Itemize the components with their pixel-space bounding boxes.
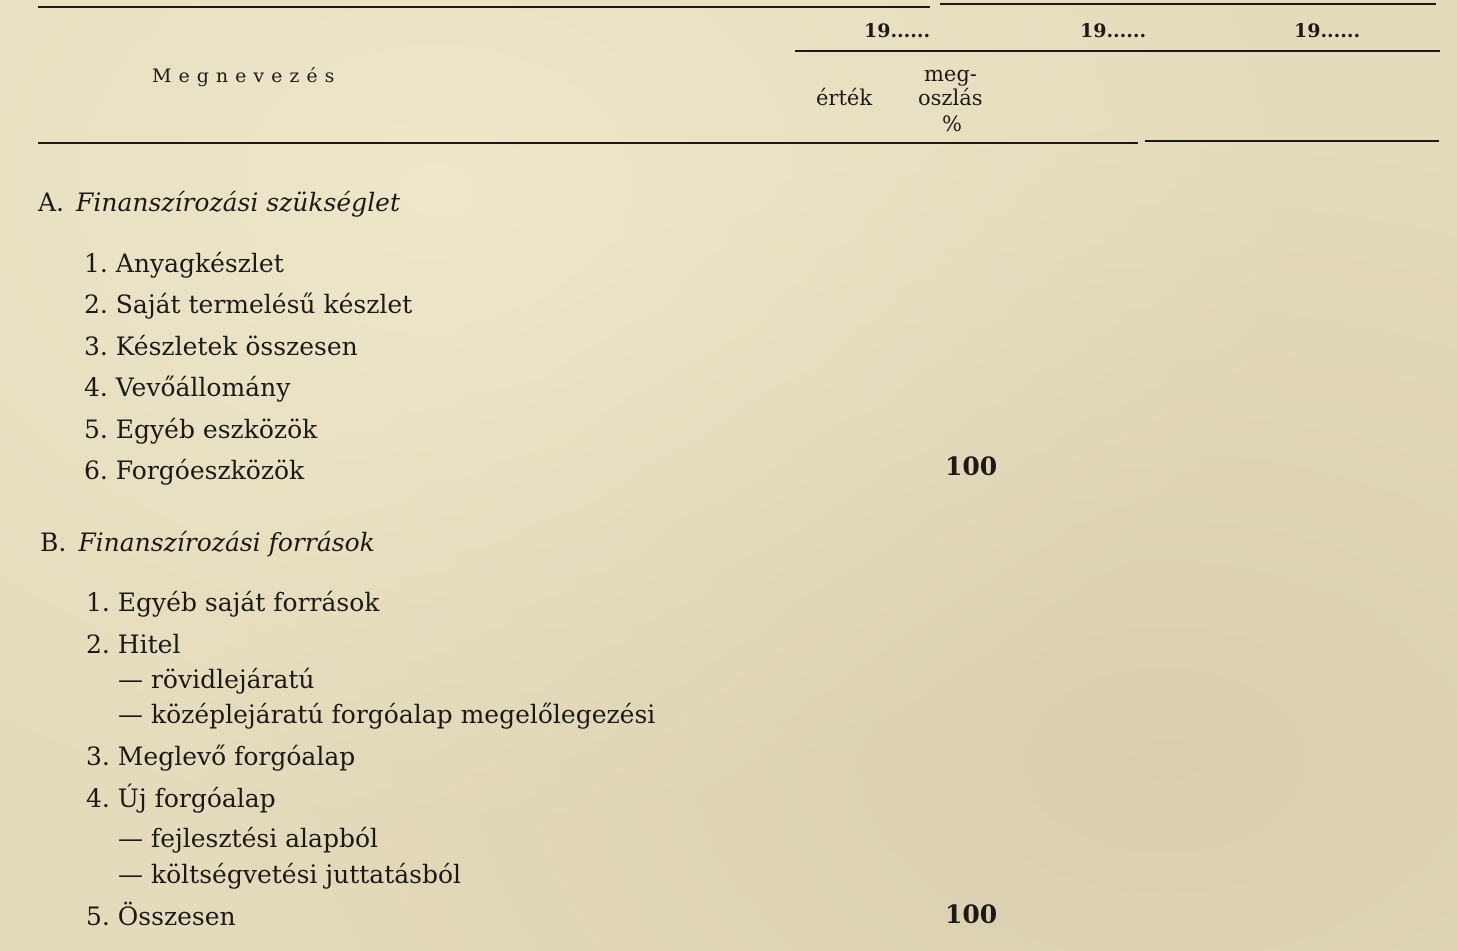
year-header-3: 19...... (1294, 20, 1361, 42)
section-a-item-2: 2. Saját termelésű készlet (84, 290, 413, 319)
section-b-title: Finanszírozási források (78, 528, 375, 557)
section-a-title: Finanszírozási szükséglet (76, 188, 401, 217)
section-a-item-4: 4. Vevőállomány (84, 373, 291, 402)
section-b-subitem-4a: — fejlesztési alapból (118, 824, 379, 853)
section-a-heading (38, 188, 400, 218)
header-bottom-rule-2 (1145, 140, 1439, 142)
year-header-2: 19...... (1080, 20, 1147, 42)
header-bottom-rule-1 (38, 142, 1138, 144)
name-column-header: Megnevezés (152, 65, 342, 87)
year-header-1: 19...... (864, 20, 931, 42)
section-a-item-3: 3. Készletek összesen (84, 332, 358, 361)
section-b-subitem-2a: — rövidlejáratú (118, 665, 315, 694)
share-column-header-line2: oszlás (918, 86, 983, 110)
share-column-header-line3: % (942, 112, 962, 136)
section-b-item-2: 2. Hitel (86, 630, 181, 659)
section-a-letter: A. (38, 188, 65, 217)
section-b-heading (40, 528, 375, 558)
year-subheader-rule (795, 50, 1440, 52)
section-b-subitem-4b: — költségvetési juttatásból (118, 860, 462, 889)
section-b-item-5: 5. Összesen (86, 902, 236, 931)
section-a-total-share: 100 (945, 452, 998, 481)
top-rule-left (38, 6, 930, 8)
share-column-header-line1: meg- (924, 62, 977, 86)
section-a-item-5: 5. Egyéb eszközök (84, 415, 318, 444)
section-b-item-4: 4. Új forgóalap (86, 784, 276, 813)
section-a-item-6: 6. Forgóeszközök (84, 456, 305, 485)
section-b-item-3: 3. Meglevő forgóalap (86, 742, 356, 771)
section-b-subitem-2b: — középlejáratú forgóalap megelőlegezési (118, 700, 656, 729)
top-rule-right (940, 3, 1436, 5)
section-b-total-share: 100 (945, 900, 998, 929)
section-b-item-1: 1. Egyéb saját források (86, 588, 380, 617)
section-a-item-1: 1. Anyagkészlet (84, 249, 284, 278)
value-column-header: érték (816, 86, 873, 110)
section-b-letter: B. (40, 528, 67, 557)
